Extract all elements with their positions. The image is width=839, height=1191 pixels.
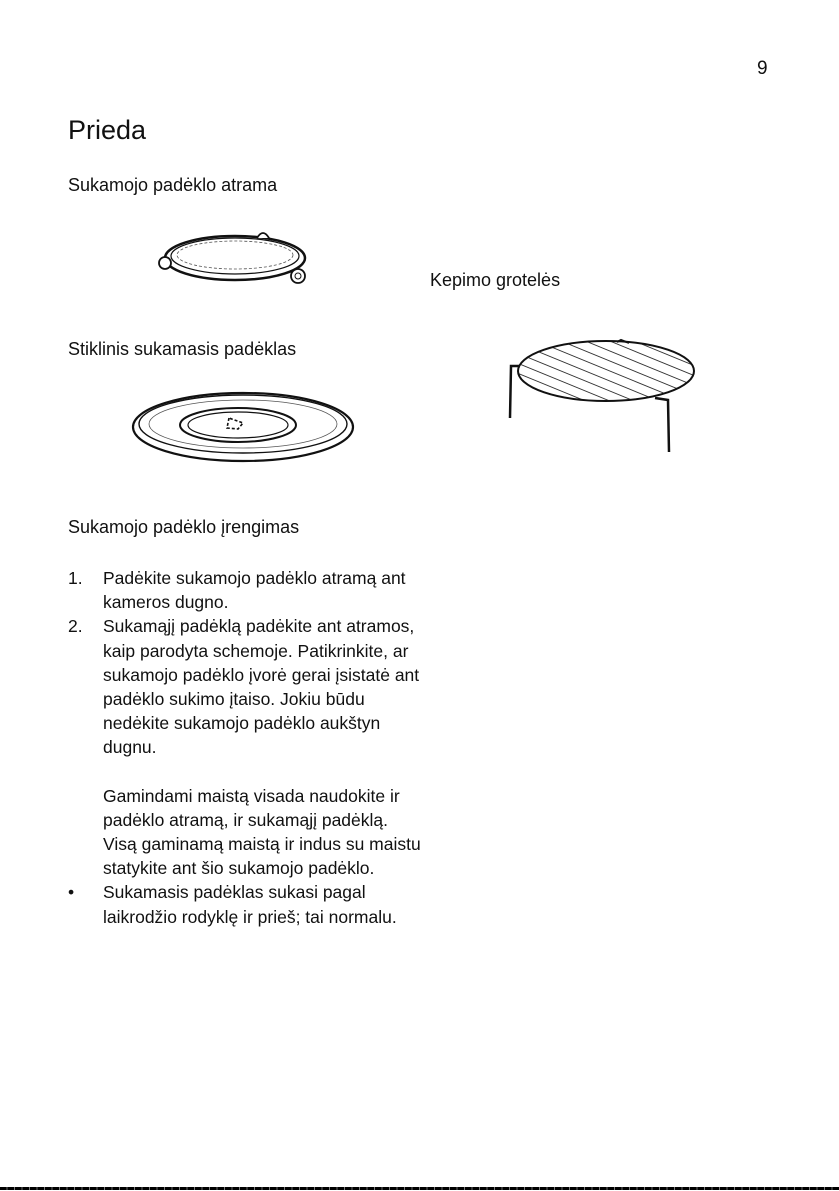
turntable-support-illustration: [155, 228, 315, 293]
grill-rack-heading: Kepimo grotelės: [430, 270, 561, 290]
bullet-text: Sukamasis padėklas sukasi pagal laikrodžio rodyklę ir prieš; tai normalu.: [103, 882, 397, 927]
grill-rack-illustration: [505, 338, 700, 456]
page-number: 9: [757, 58, 768, 79]
bullet-icon: •: [68, 882, 75, 903]
list-item: [68, 880, 428, 928]
list-item: [68, 614, 428, 759]
installation-heading: Sukamojo padėklo įrengimas: [68, 517, 300, 537]
installation-steps: [68, 566, 428, 929]
glass-tray-heading: Stiklinis sukamasis padėklas: [68, 339, 297, 359]
support-heading: Sukamojo padėklo atrama: [68, 175, 278, 195]
page-bottom-border: [0, 1187, 839, 1190]
step-number: 2.: [68, 616, 83, 637]
step-text: Padėkite sukamojo padėklo atramą ant kameros dugno.: [103, 568, 406, 613]
step-number: 1.: [68, 568, 83, 588]
page-title: Prieda: [68, 115, 147, 145]
note-paragraph: Visą gaminamą maistą ir indus su maistu statykite ant šio sukamojo padėklo.: [103, 834, 421, 879]
glass-turntable-illustration: [130, 385, 360, 470]
note-paragraph: Gamindami maistą visada naudokite ir padėklo atramą, ir sukamąjį padėklą.: [103, 785, 400, 830]
step-text: Sukamąjį padėklą padėkite ant atramos, kaip parodyta schemoje. Patikrinkite, ar sukamojo padėklo įvorė gerai įsistatė ant padėklo sukimo įtaiso. Jokiu būdu nedėkite sukamojo padėklo aukštyn dugnu.: [103, 616, 420, 758]
list-item: [68, 566, 428, 614]
